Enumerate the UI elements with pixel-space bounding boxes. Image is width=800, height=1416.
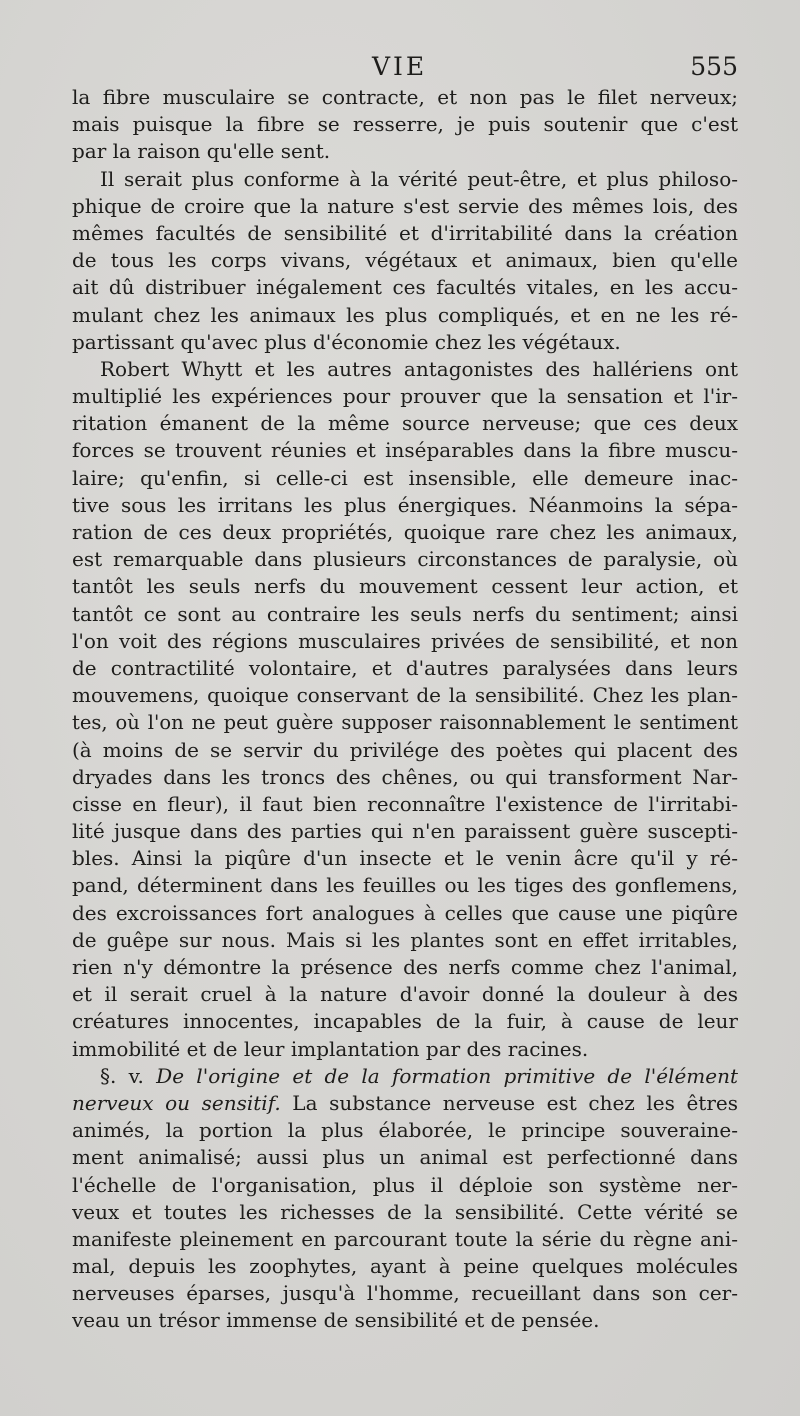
text-line: dryades dans les troncs des chênes, ou qui transforment Nar-: [72, 764, 738, 789]
text-line: mais puisque la fibre se resserre, je puis soutenir que c'est: [72, 112, 738, 137]
section-heading-line: [72, 1063, 738, 1090]
section-title: De l'origine et de la formation primitive de l'élément: [156, 1063, 738, 1088]
text-line: ait dû distribuer inégalement ces facultés vitales, en les accu-: [72, 275, 738, 300]
text-line: des excroissances fort analogues à celles que cause une piqûre: [72, 900, 738, 925]
page-header: [72, 52, 738, 84]
body-text: [72, 84, 738, 1335]
text-line: Robert Whytt et les autres antagonistes des hallériens ont: [100, 356, 738, 381]
paragraph: [72, 356, 738, 1063]
text-line: tantôt les seuls nerfs du mouvement cessent leur action, et: [72, 574, 738, 599]
text-line: ration de ces deux propriétés, quoique rare chez les animaux,: [72, 520, 738, 544]
section-title-continued: nerveux ou sensitif.: [72, 1090, 281, 1115]
text-line: de tous les corps vivans, végétaux et animaux, bien qu'elle: [72, 248, 738, 273]
paragraph: [72, 84, 738, 166]
text-line: mulant chez les animaux les plus compliqués, et en ne les ré-: [72, 302, 738, 327]
text-line: ment animalisé; aussi plus un animal est perfectionné dans: [72, 1145, 738, 1170]
text-line: la fibre musculaire se contracte, et non pas le filet nerveux;: [72, 85, 738, 109]
section-paragraph: [72, 1063, 738, 1335]
text-line: l'on voit des régions musculaires privées de sensibilité, et non: [72, 628, 738, 653]
text-line: par la raison qu'elle sent.: [72, 139, 331, 164]
text-line: cisse en fleur), il faut bien reconnaître l'existence de l'irritabi-: [72, 791, 738, 816]
section-mark: §. v.: [100, 1063, 144, 1088]
text-line: pand, déterminent dans les feuilles ou les tiges des gonflemens,: [72, 873, 738, 898]
text-line: nerveuses éparses, jusqu'à l'homme, recueillant dans son cer-: [72, 1281, 738, 1306]
text-line: veau un trésor immense de sensibilité et de pensée.: [72, 1308, 600, 1333]
text-line: bles. Ainsi la piqûre d'un insecte et le venin âcre qu'il y ré-: [72, 846, 738, 871]
text-line: (à moins de se servir du privilége des poètes qui placent des: [72, 737, 738, 762]
text-line: mêmes facultés de sensibilité et d'irritabilité dans la création: [72, 220, 738, 245]
text-line: immobilité et de leur implantation par des racines.: [72, 1036, 589, 1061]
text-line: laire; qu'enfin, si celle-ci est insensible, elle demeure inac-: [72, 465, 738, 490]
text-line: tive sous les irritans les plus énergiques. Néanmoins la sépa-: [72, 492, 738, 517]
text-line: animés, la portion la plus élaborée, le principe souveraine-: [72, 1118, 738, 1143]
text-line: ritation émanent de la même source nerveuse; que ces deux: [72, 411, 738, 436]
text-line: l'échelle de l'organisation, plus il déploie son système ner-: [72, 1172, 738, 1197]
text-line: multiplié les expériences pour prouver que la sensation et l'ir-: [72, 384, 738, 409]
text-line: lité jusque dans des parties qui n'en paraissent guère suscepti-: [72, 819, 738, 844]
text-line: phique de croire que la nature s'est servie des mêmes lois, des: [72, 193, 738, 218]
running-head: VIE: [372, 52, 428, 81]
text-line: est remarquable dans plusieurs circonstances de paralysie, où: [72, 547, 738, 572]
text-line: veux et toutes les richesses de la sensibilité. Cette vérité se: [72, 1199, 738, 1224]
text-line: mouvemens, quoique conservant de la sensibilité. Chez les plan-: [72, 683, 738, 708]
text-line: mal, depuis les zoophytes, ayant à peine quelques molécules: [72, 1254, 738, 1279]
text-line: et il serait cruel à la nature d'avoir donné la douleur à des: [72, 982, 738, 1007]
text-line: Il serait plus conforme à la vérité peut-être, et plus philoso-: [100, 166, 738, 191]
text-line: partissant qu'avec plus d'économie chez les végétaux.: [72, 329, 621, 354]
text-line: tes, où l'on ne peut guère supposer raisonnablement le sentiment: [72, 711, 738, 735]
page-number: 555: [690, 52, 738, 81]
paragraph: [72, 166, 738, 356]
text-line: créatures innocentes, incapables de la fuir, à cause de leur: [72, 1009, 738, 1034]
text-line: manifeste pleinement en parcourant toute la série du règne ani-: [72, 1226, 738, 1251]
text-line: rien n'y démontre la présence des nerfs comme chez l'animal,: [72, 955, 738, 979]
text-line: de guêpe sur nous. Mais si les plantes sont en effet irritables,: [72, 927, 738, 952]
text-line: tantôt ce sont au contraire les seuls nerfs du sentiment; ainsi: [72, 601, 738, 626]
text-line: forces se trouvent réunies et inséparables dans la fibre muscu-: [72, 438, 738, 463]
text-line: de contractilité volontaire, et d'autres paralysées dans leurs: [72, 655, 738, 680]
text-run: La substance nerveuse est chez les êtres: [280, 1090, 738, 1115]
section-heading-line: [72, 1090, 738, 1117]
